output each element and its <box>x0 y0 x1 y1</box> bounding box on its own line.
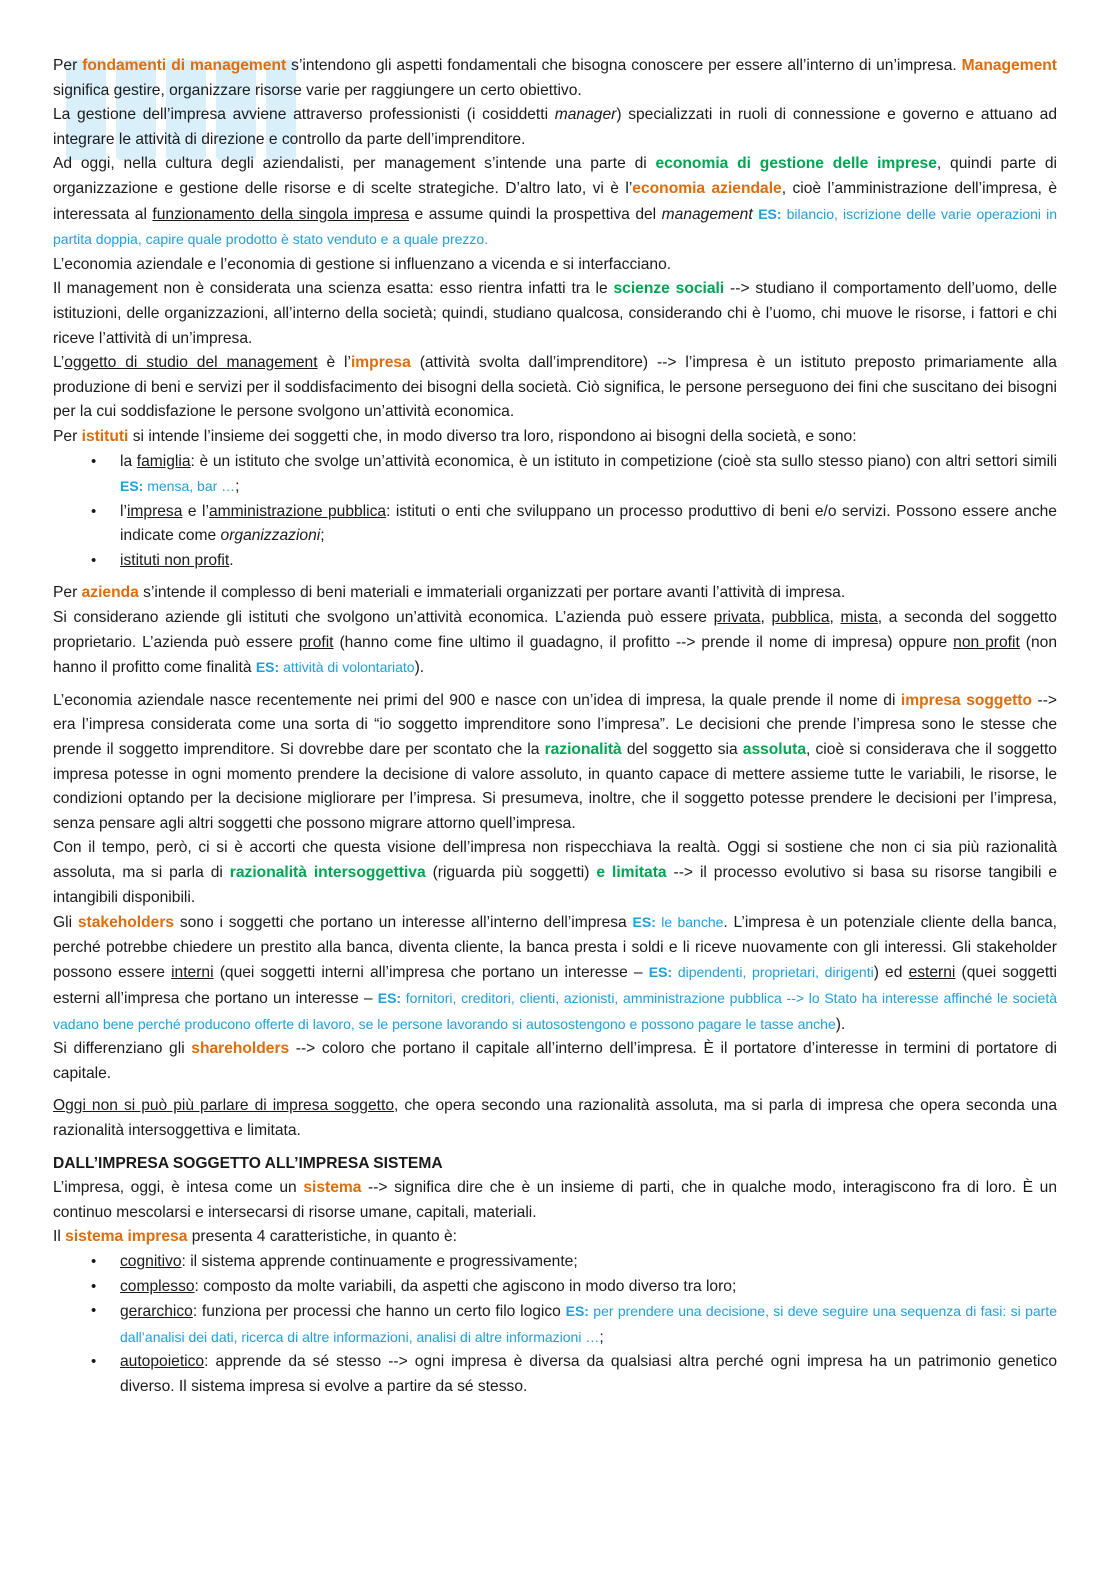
term-impresa: impresa <box>350 354 411 372</box>
bullet-icon: • <box>91 1353 97 1371</box>
term-shareholders: shareholders <box>191 1040 290 1058</box>
term-limitata: e limitata <box>596 864 667 881</box>
paragraph-fondamenti: Per fondamenti di management s’intendono gli aspetti fondamentali che bisogna conoscere per essere all’interno di un’impresa. Management significa gestire, organizzare risorse varie per raggiungere un certo obiettivo. <box>53 57 1057 99</box>
list-item: • la famiglia: è un istituto che svolge un’attività economica, è un istituto in competizione (cioè sta sullo stesso piano) con altri settori simili ES: mensa, bar …; <box>53 450 1057 500</box>
term-razionalita: razionalità <box>544 741 622 759</box>
term-fondamenti: fondamenti di management <box>82 57 287 74</box>
list-item: • complesso: composto da molte variabili, da aspetti che agiscono in modo diverso tra loro; <box>53 1275 1057 1300</box>
paragraph-tipi-azienda: Si considerano aziende gli istituti che svolgono un’attività economica. L’azienda può essere privata, pubblica, mista, a seconda del soggetto proprietario. L’azienda può essere profit (hanno come fine ultimo il guadagno, il profitto --> prende il nome di impresa) oppure non profit (non hanno il profitto come finalità ES: attività di volontariato). <box>53 609 1057 677</box>
example-note: ES: per prendere una decisione, si deve seguire una sequenza di fasi: si parte dall’analisi dei dati, ricerca di altre informazioni, analisi di altre informazioni … <box>120 1303 1057 1345</box>
example-note: ES: mensa, bar … <box>120 478 236 495</box>
paragraph-impresa-soggetto: L’economia aziendale nasce recentemente nei primi del 900 e nasce con un’idea di impresa, la quale prende il nome di impresa soggetto --> era l’impresa considerata come una sorta di “io soggetto imprenditore sono l’impresa”. Le decisioni che prende l’impresa sono le stesse che prende il soggetto imprenditore. Si dovrebbe dare per scontato che la razionalità del soggetto sia assoluta, cioè si considerava che il soggetto impresa potesse in ogni momento prendere la decisione di valore assoluto, in quanto capace di mettere assieme tutte le variabili, le risorse, le condizioni optando per la decisione migliorare per l’impresa. Si presumeva, inoltre, che il soggetto potesse prendere le decisioni per l’impresa, senza pensare agli altri soggetti che possono migrare attorno quell’impresa. <box>53 691 1057 832</box>
term-razionalita-intersoggettiva: razionalità intersoggettiva <box>229 864 426 881</box>
paragraph-stakeholders: Gli stakeholders sono i soggetti che portano un interesse all’interno dell’impresa ES: le banche. L’impresa è un potenziale cliente della banca, perché potrebbe chiedere un prestito alla banca, diventa cliente, la banca presta i soldi e li riceve nuovamente con gli interessi. Gli stakeholder possono essere interni (quei soggetti interni all’impresa che portano un interesse – ES: dipendenti, proprietari, dirigenti) ed esterni (quei soggetti esterni all’impresa che portano un interesse – ES: fornitori, creditori, clienti, azionisti, amministrazione pubblica --> lo Stato ha interesse affinché le società vadano bene perché producono offerte di lavoro, se le persone lavorando si autosostengono e possono pagare le tasse anche). <box>53 914 1058 1033</box>
paragraph-istituti: Per istituti si intende l’insieme dei soggetti che, in modo diverso tra loro, rispondono ai bisogni della società, e sono: <box>53 427 857 445</box>
paragraph-sistema: L’impresa, oggi, è intesa come un sistema --> significa dire che è un insieme di parti, che in qualche modo, interagiscono fra di loro. È un continuo mescolarsi e intersecarsi di risorse umane, capitali, materiali. <box>53 1179 1057 1221</box>
term-stakeholders: stakeholders <box>77 914 175 932</box>
term-impresa-soggetto: impresa soggetto <box>900 691 1033 709</box>
istituti-list <box>53 450 1057 574</box>
term-management: Management <box>961 57 1057 74</box>
paragraph-interfaccia: L’economia aziendale e l’economia di gestione si influenzano a vicenda e si interfacciano. <box>53 255 672 273</box>
section-heading: DALL’IMPRESA SOGGETTO ALL’IMPRESA SISTEMA <box>53 1154 443 1172</box>
example-note: ES: dipendenti, proprietari, dirigenti <box>648 964 874 981</box>
paragraph-azienda: Per azienda s’intende il complesso di beni materiali e immateriali organizzati per portare avanti l’attività di impresa. <box>53 584 846 602</box>
list-item: • l’impresa e l’amministrazione pubblica: istituti o enti che sviluppano un processo produttivo di beni e/o servizi. Possono essere anche indicate come organizzazioni; <box>53 500 1057 549</box>
term-assoluta: assoluta <box>742 741 807 759</box>
list-item: • cognitivo: il sistema apprende continuamente e progressivamente; <box>53 1250 1057 1275</box>
paragraph-aziendalisti: Ad oggi, nella cultura degli aziendalisti, per management s’intende una parte di economia di gestione delle imprese, quindi parte di organizzazione e gestione delle risorse e di scelte strategiche. D’altro lato, vi è l’economia aziendale, cioè l’amministrazione dell’impresa, è interessata al funzionamento della singola impresa e assume quindi la prospettiva del management ES: bilancio, iscrizione delle varie operazioni in partita doppia, capire quale prodotto è stato venduto e a quale prezzo. <box>53 155 1058 248</box>
paragraph-scienze-sociali: Il management non è considerata una scienza esatta: esso rientra infatti tra le scienze sociali --> studiano il comportamento dell’uomo, delle istituzioni, delle organizzazioni, all’interno della società; quindi, studiano qualcosa, considerando chi è l’uomo, chi muove le risorse, i fattori e chi riceve l’attività di un’impresa. <box>53 280 1057 347</box>
term-azienda: azienda <box>81 584 139 602</box>
paragraph-sistema-impresa: Il sistema impresa presenta 4 caratteristiche, in quanto è: <box>53 1228 457 1246</box>
paragraph-razionalita: Con il tempo, però, ci si è accorti che questa visione dell’impresa non rispecchiava la realtà. Oggi si sostiene che non ci sia più razionalità assoluta, ma si parla di razionalità intersoggettiva (riguarda più soggetti) e limitata --> il processo evolutivo si basa su risorse tangibili e intangibili disponibili. <box>53 839 1058 906</box>
paragraph-gestione: La gestione dell’impresa avviene attraverso professionisti (i cosiddetti manager) specializzati in ruoli di connessione e governo e attuano ad integrare le attività di direzione e controllo da parte dell’imprenditore. <box>53 106 1057 148</box>
paragraph-oggetto-studio: L’oggetto di studio del management è l’impresa (attività svolta dall’imprenditore) --> l’impresa è un istituto preposto primariamente alla produzione di beni e servizi per il soddisfacimento dei bisogni della società. Ciò significa, le persone perseguono dei fini che suscitano dei bisogni per la cui soddisfazione le persone svolgono un’attività economica. <box>53 354 1057 421</box>
term-sistema: sistema <box>303 1179 362 1197</box>
document-page <box>53 54 1057 1399</box>
list-item: • istituti non profit. <box>53 549 1057 574</box>
example-note: ES: attività di volontariato <box>255 659 415 676</box>
bullet-icon: • <box>91 502 97 520</box>
example-note: ES: le banche <box>632 914 724 931</box>
term-economia-aziendale: economia aziendale <box>632 179 782 197</box>
term-economia-gestione: economia di gestione delle imprese <box>655 155 937 173</box>
term-istituti: istituti <box>81 427 129 445</box>
paragraph-conclusione: Oggi non si può più parlare di impresa soggetto, che opera secondo una razionalità assoluta, ma si parla di impresa che opera seconda una razionalità intersoggettiva e limitata. <box>53 1097 1057 1139</box>
list-item: • autopoietico: apprende da sé stesso --> ogni impresa è diversa da qualsiasi altra perché ogni impresa ha un patrimonio genetico diverso. Il sistema impresa si evolve a partire da sé stesso. <box>53 1350 1057 1399</box>
example-note: ES: fornitori, creditori, clienti, azionisti, amministrazione pubblica --> lo Stato ha interesse affinché le società vadano bene perché producono offerte di lavoro, se le persone lavorando si autosostengono e possono pagare le tasse anche <box>53 989 1058 1032</box>
bullet-icon: • <box>91 452 97 470</box>
example-note: ES: bilancio, iscrizione delle varie operazioni in partita doppia, capire quale prodotto è stato venduto e a quale prezzo. <box>53 205 1057 248</box>
term-scienze-sociali: scienze sociali <box>613 280 725 298</box>
list-item: • gerarchico: funziona per processi che hanno un certo filo logico ES: per prendere una decisione, si deve seguire una sequenza di fasi: si parte dall’analisi dei dati, ricerca di altre informazioni, analisi di altre informazioni …; <box>53 1299 1057 1350</box>
term-sistema-impresa: sistema impresa <box>65 1228 188 1246</box>
bullet-icon: • <box>91 1302 97 1320</box>
bullet-icon: • <box>91 1252 97 1270</box>
bullet-icon: • <box>91 1277 97 1295</box>
bullet-icon: • <box>91 551 97 569</box>
paragraph-shareholders: Si differenziano gli shareholders --> coloro che portano il capitale all’interno dell’impresa. È il portatore d’interesse in termini di portatore di capitale. <box>53 1040 1057 1082</box>
caratteristiche-list <box>53 1250 1057 1400</box>
